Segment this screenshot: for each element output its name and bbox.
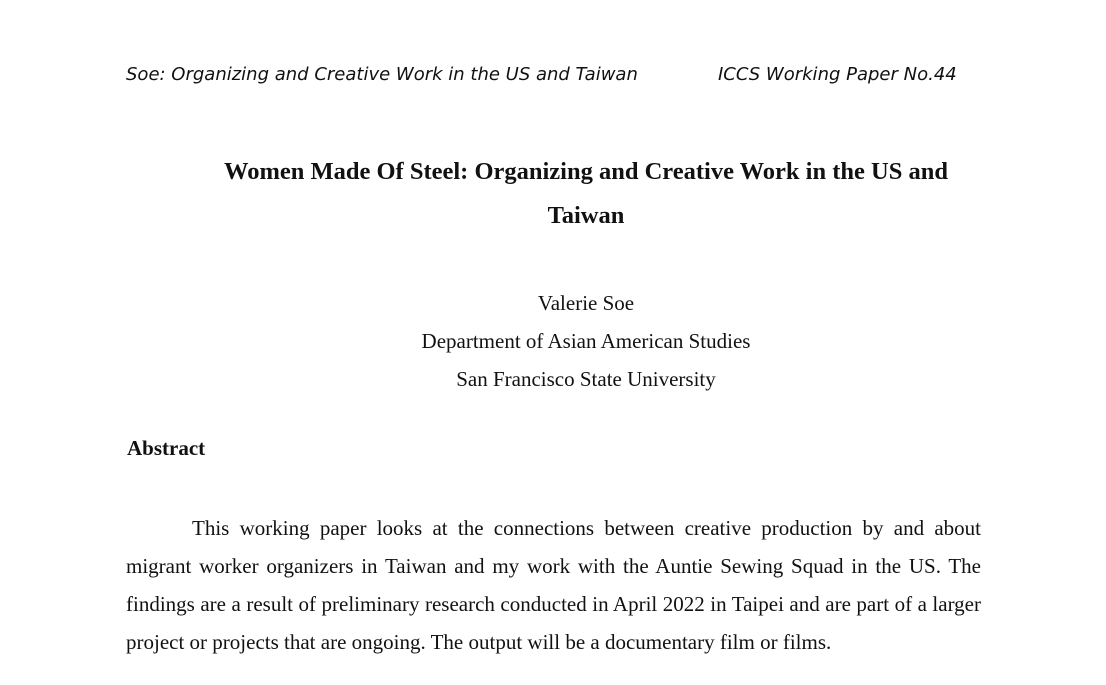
- abstract-heading: Abstract: [127, 436, 206, 460]
- running-header: [126, 64, 956, 90]
- paper-title-line-2: Taiwan: [547, 202, 625, 229]
- author-institution: San Francisco State University: [456, 367, 716, 391]
- author-block: [286, 284, 886, 398]
- author-department: Department of Asian American Studies: [421, 329, 751, 353]
- running-header-title: Soe: Organizing and Creative Work in the US and Taiwan: [126, 64, 638, 85]
- abstract-body: This working paper looks at the connections between creative production by and about migrant worker organizers in Taiwan and my work with the Auntie Sewing Squad in the US. The findings are a result of preliminary research conducted in April 2022 in Taipei and are part of a larger project or projects that are ongoing. The output will be a documentary film or films.: [126, 516, 981, 654]
- paper-title: [180, 150, 992, 238]
- author-name: Valerie Soe: [537, 291, 635, 315]
- running-header-series: ICCS Working Paper No.44: [718, 64, 957, 85]
- paper-title-line-1: Women Made Of Steel: Organizing and Creative Work in the US and: [224, 158, 948, 185]
